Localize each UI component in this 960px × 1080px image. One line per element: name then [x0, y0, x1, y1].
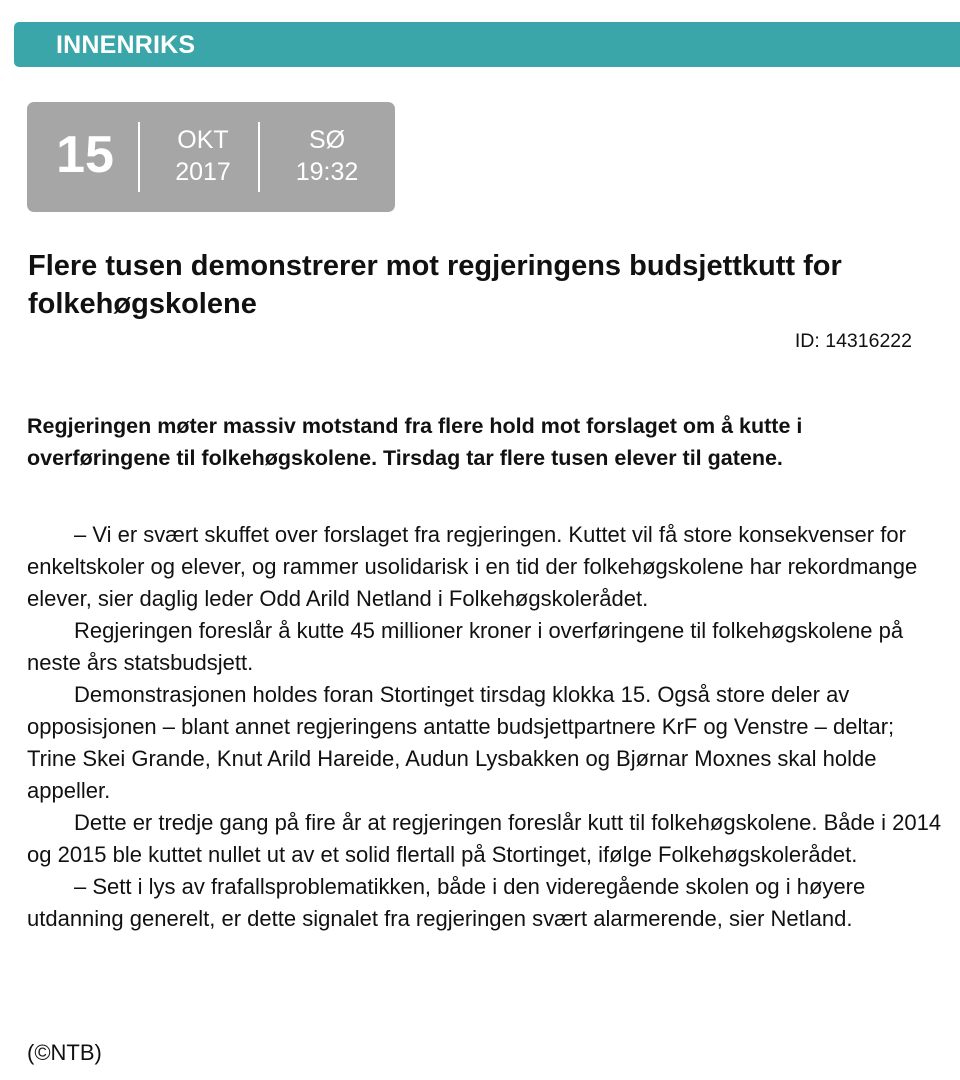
date-weekday-time	[279, 124, 375, 188]
date-time: 19:32	[295, 158, 359, 186]
article-lead: Regjeringen møter massiv motstand fra flere hold mot forslaget om å kutte i overføringene til folkehøgskolene. Tirsdag tar flere tusen elever til gatene.	[27, 414, 803, 470]
date-year: 2017	[175, 158, 231, 186]
body-paragraph: Dette er tredje gang på fire år at regjeringen foreslår kutt til folkehøgskolene. Både i 2014 og 2015 ble kuttet nullet ut av et solid flertall på Stortinget, ifølge Folkehøgskolerådet.	[27, 810, 942, 867]
date-month: OKT	[177, 126, 229, 154]
article-id: ID: 14316222	[794, 330, 912, 352]
article-headline: Flere tusen demonstrerer mot regjeringens budsjettkutt for folkehøgskolene	[28, 250, 842, 320]
section-header	[14, 22, 960, 67]
body-paragraph: Demonstrasjonen holdes foran Stortinget tirsdag klokka 15. Også store deler av opposisjonen – blant annet regjeringens antatte budsjettpartnere KrF og Venstre – deltar; Trine Skei Grande, Knut Arild Hareide, Audun Lysbakken og Bjørnar Moxnes skal holde appeller.	[27, 682, 895, 803]
date-badge	[27, 102, 395, 212]
date-weekday: SØ	[308, 126, 346, 154]
date-month-year	[155, 124, 251, 188]
section-label: INNENRIKS	[56, 31, 196, 59]
body-paragraph: – Sett i lys av frafallsproblematikken, både i den videregående skolen og i høyere utdanning generelt, er dette signalet fra regjeringen svært alarmerende, sier Netland.	[27, 874, 866, 931]
date-day: 15	[56, 126, 114, 184]
article-body	[27, 519, 942, 935]
date-divider	[138, 122, 140, 192]
article-credit: (©NTB)	[27, 1040, 102, 1065]
date-divider	[258, 122, 260, 192]
body-paragraph: Regjeringen foreslår å kutte 45 millioner kroner i overføringene til folkehøgskolene på neste års statsbudsjett.	[27, 618, 904, 675]
body-paragraph: – Vi er svært skuffet over forslaget fra regjeringen. Kuttet vil få store konsekvenser for enkeltskoler og elever, og rammer usolidarisk i en tid der folkehøgskolene har rekordmange elever, sier daglig leder Odd Arild Netland i Folkehøgskolerådet.	[27, 522, 918, 611]
